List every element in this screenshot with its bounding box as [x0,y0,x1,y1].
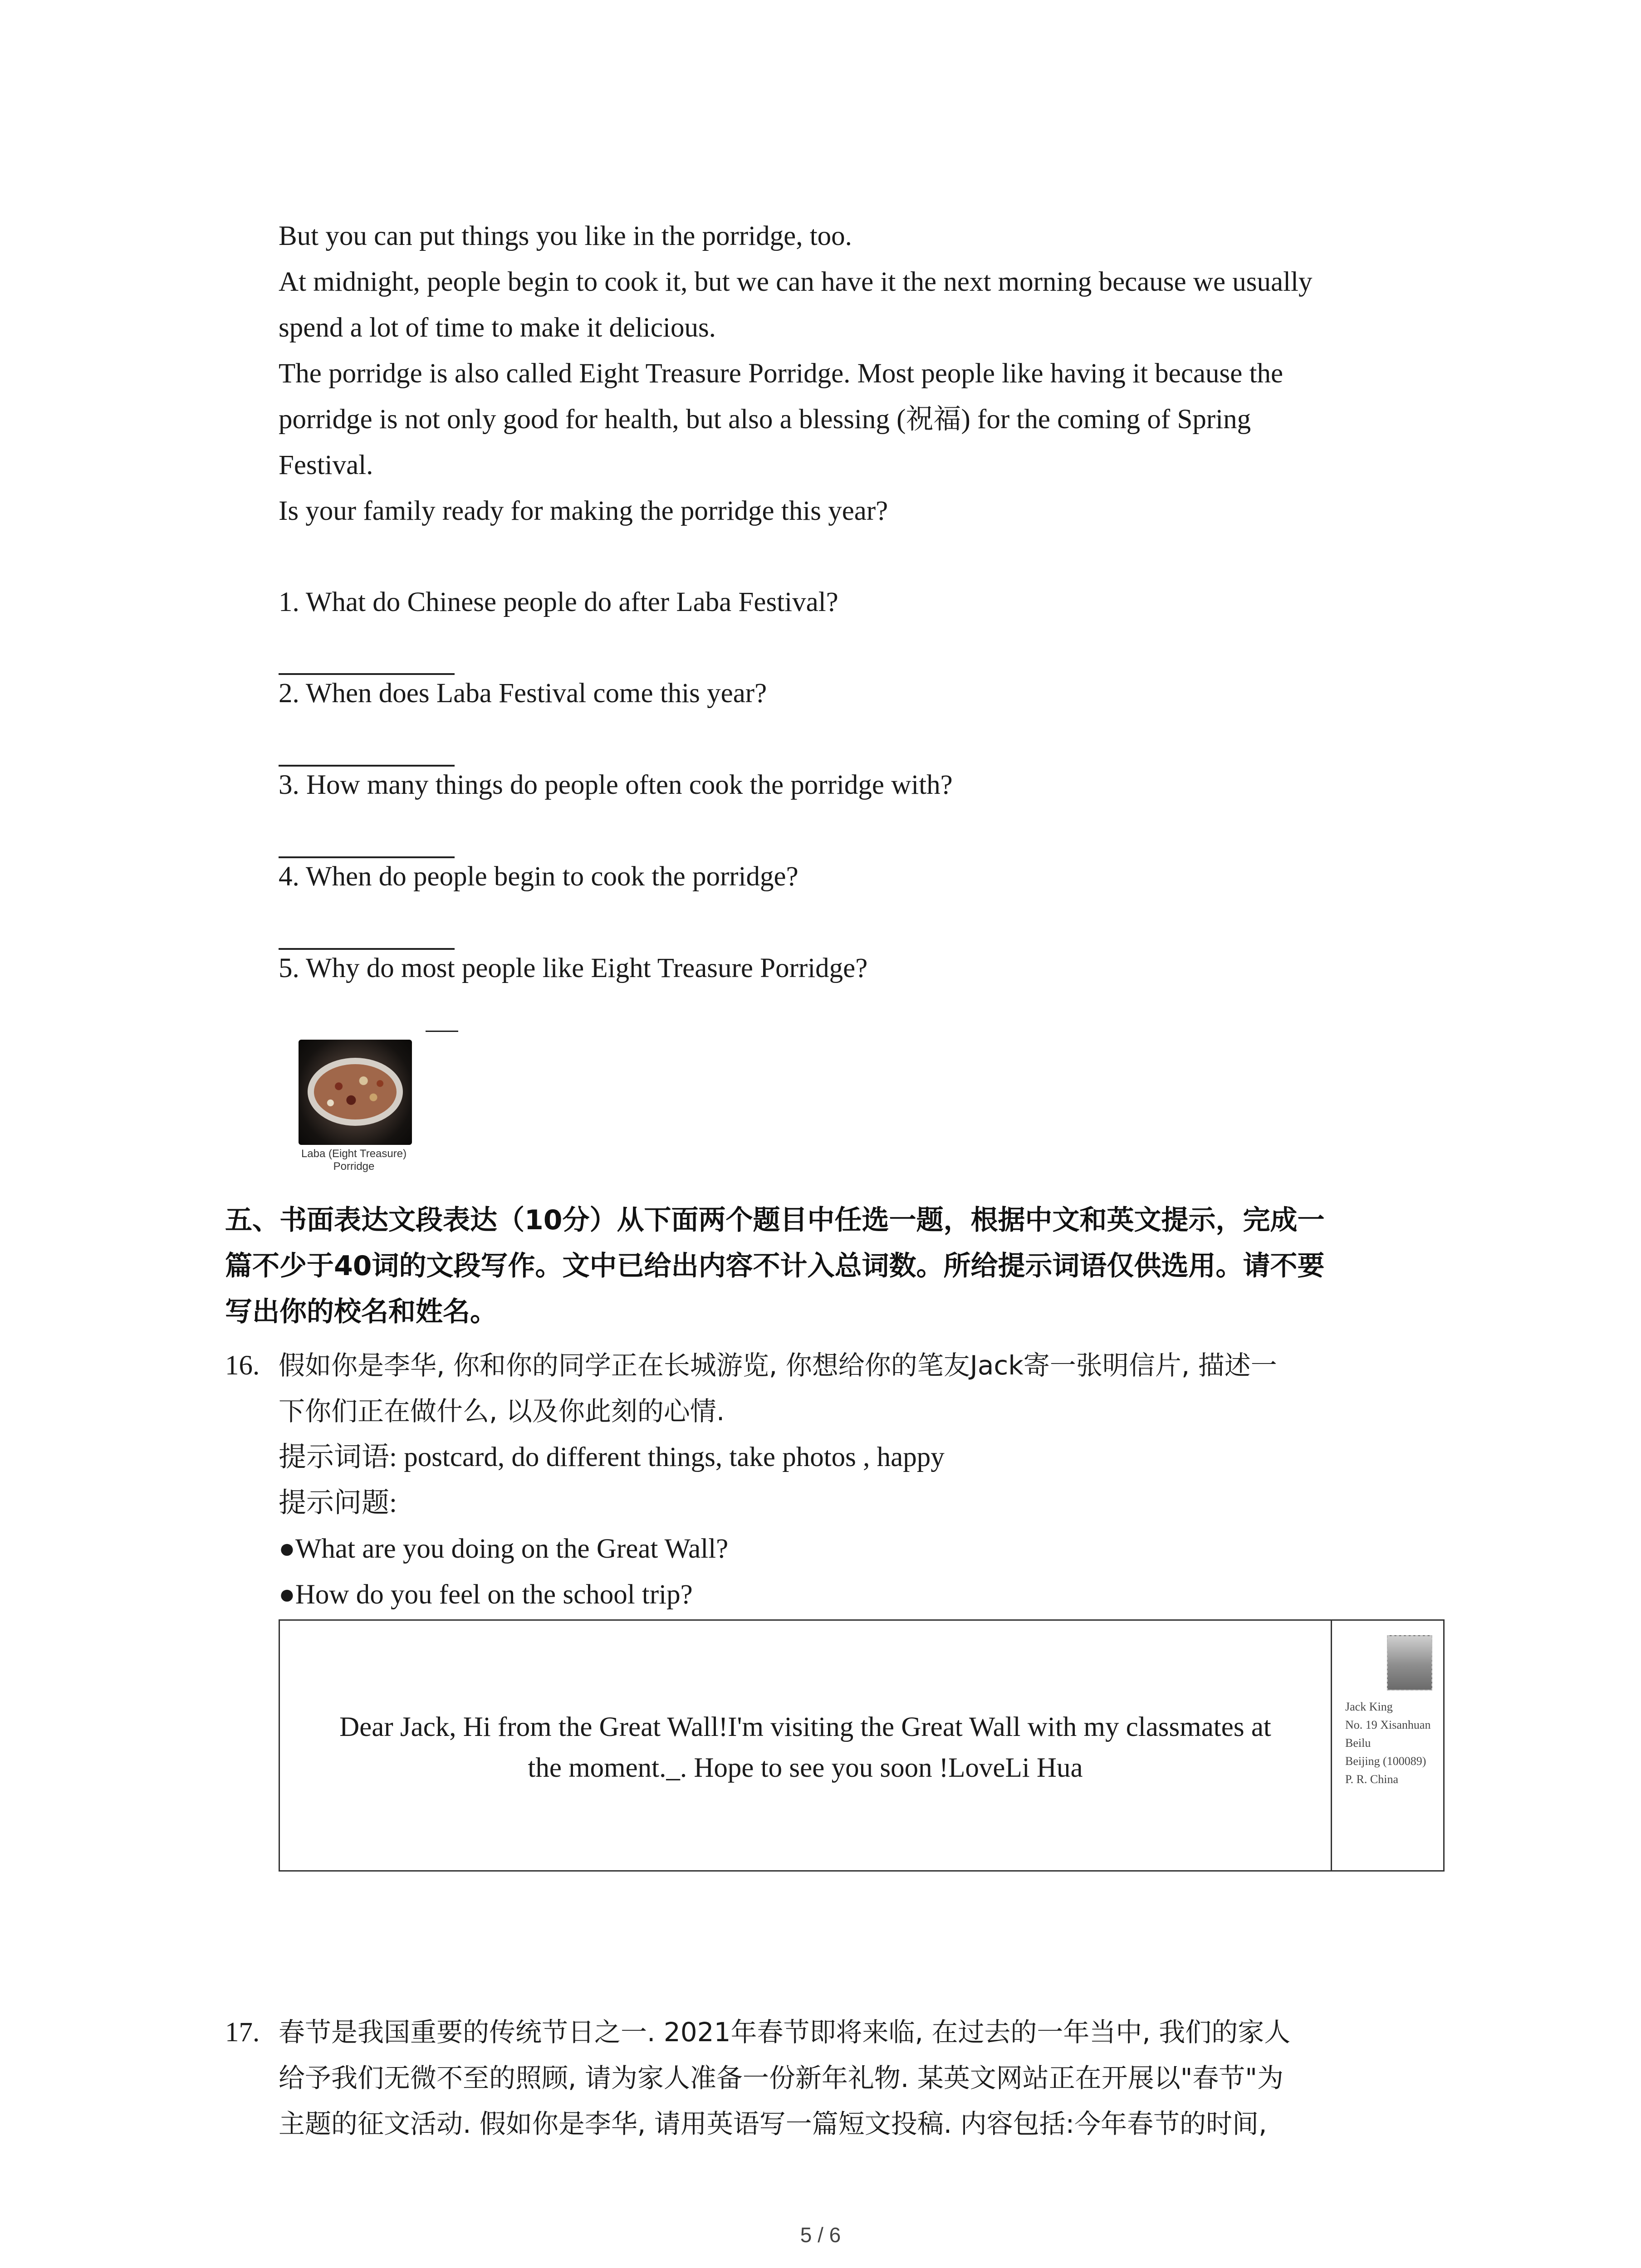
question-3: 3. How many things do people often cook the porridge with? [279,770,953,800]
passage-line: The porridge is also called Eight Treasure Porridge. Most people like having it because the [279,358,1283,389]
answer-blank-5[interactable] [426,1031,458,1032]
q17-prompt: 主题的征文活动. 假如你是李华, 请用英语写一篇短文投稿. 内容包括:今年春节的时间, [279,2108,1267,2139]
q17-prompt: 给予我们无微不至的照顾, 请为家人准备一份新年礼物. 某英文网站正在开展以"春节"为 [279,2063,1284,2093]
passage-line: But you can put things you like in the porridge, too. [279,221,852,251]
page-number: 5 / 6 [800,2223,841,2247]
postcard-address: Jack King No. 19 Xisanhuan Beilu Beijing (100089) P. R. China [1345,1700,1431,1786]
question-5: 5. Why do most people like Eight Treasure Porridge? [279,953,868,983]
q16-hint-words: 提示词语: postcard, do different things, take photos , happy [279,1442,945,1472]
section-heading: 五、书面表达文段表达（10分）从下面两个题目中任选一题，根据中文和英文提示，完成一 [225,1204,1325,1236]
q16-hint-question: ●How do you feel on the school trip? [279,1579,693,1610]
question-1: 1. What do Chinese people do after Laba Festival? [279,587,838,617]
section-heading: 篇不少于40词的文段写作。文中已给出内容不计入总词数。所给提示词语仅供选用。请不要 [225,1250,1325,1282]
section-heading: 写出你的校名和姓名。 [225,1296,497,1328]
postcard-box [279,1619,1445,1872]
question-number-16: 16. [225,1350,260,1381]
postcard-divider [1331,1621,1332,1870]
q16-prompt: 下你们正在做什么, 以及你此刻的心情. [279,1396,725,1427]
q17-prompt: 春节是我国重要的传统节日之一. 2021年春节即将来临, 在过去的一年当中, 我们的家人 [279,2017,1291,2048]
postcard-message[interactable]: Dear Jack, Hi from the Great Wall!I'm visiting the Great Wall with my classmates at the moment._. Hope to see you soon !LoveLi Hua [339,1712,1271,1783]
passage-line: At midnight, people begin to cook it, but we can have it the next morning because we usually [279,267,1313,297]
q16-hint-label: 提示问题: [279,1488,397,1518]
question-4: 4. When do people begin to cook the porridge? [279,861,798,892]
question-2: 2. When does Laba Festival come this year? [279,678,767,709]
question-number-17: 17. [225,2017,260,2048]
passage-line: porridge is not only good for health, but also a blessing (祝福) for the coming of Spring [279,404,1251,435]
q16-prompt: 假如你是李华, 你和你的同学正在长城游览, 你想给你的笔友Jack寄一张明信片, 描述一 [279,1350,1277,1381]
porridge-image [299,1040,412,1145]
passage-line: Is your family ready for making the porridge this year? [279,496,888,526]
q16-hint-question: ●What are you doing on the Great Wall? [279,1534,729,1564]
porridge-photo [277,1031,426,1180]
passage-line: spend a lot of time to make it delicious. [279,313,716,343]
stamp-image [1387,1635,1432,1691]
photo-caption: Laba (Eight Treasure) Porridge [301,1148,407,1173]
passage-line: Festival. [279,450,373,480]
